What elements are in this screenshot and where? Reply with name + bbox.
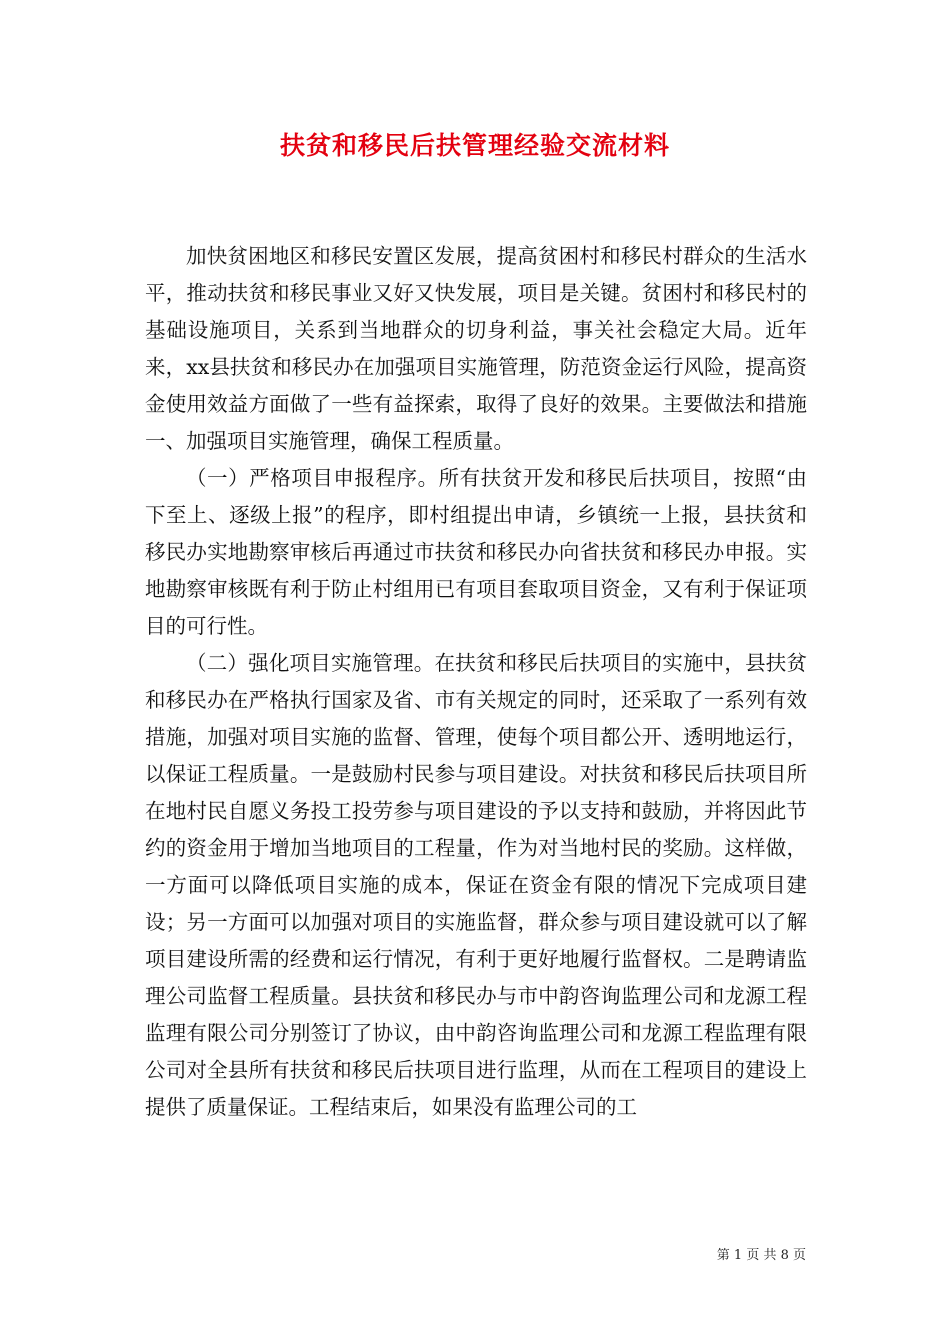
paragraph-intro: 加快贫困地区和移民安置区发展，提高贫困村和移民村群众的生活水平，推动扶贫和移民事业又好又快发展，项目是关键。贫困村和移民村的基础设施项目，关系到当地群众的切身利益，事关社会稳定大局。近年来，xx县扶贫和移民办在加强项目实施管理，防范资金运行风险，提高资金使用效益方面做了一些有益探索，取得了良好的效果。主要做法和措施一、加强项目实施管理，确保工程质量。: [145, 244, 807, 453]
paragraph-section-1: （一）严格项目申报程序。所有扶贫开发和移民后扶项目，按照“由下至上、逐级上报”的程序，即村组提出申请，乡镇统一上报，县扶贫和移民办实地勘察审核后再通过市扶贫和移民办向省扶贫和移民办申报。实地勘察审核既有利于防止村组用已有项目套取项目资金，又有利于保证项目的可行性。: [145, 466, 807, 638]
document-title: 扶贫和移民后扶管理经验交流材料: [279, 131, 670, 160]
page-number: 第 1 页 共 8 页: [716, 1248, 806, 1263]
document-body: [145, 238, 807, 1126]
paragraph-section-2: （二）强化项目实施管理。在扶贫和移民后扶项目的实施中，县扶贫和移民办在严格执行国家及省、市有关规定的同时，还采取了一系列有效措施，加强对项目实施的监督、管理，使每个项目都公开、透明地运行，以保证工程质量。一是鼓励村民参与项目建设。对扶贫和移民后扶项目所在地村民自愿义务投工投劳参与项目建设的予以支持和鼓励，并将因此节约的资金用于增加当地项目的工程量，作为对当地村民的奖励。这样做，一方面可以降低项目实施的成本，保证在资金有限的情况下完成项目建设；另一方面可以加强对项目的实施监督，群众参与项目建设就可以了解项目建设所需的经费和运行情况，有利于更好地履行监督权。二是聘请监理公司监督工程质量。县扶贫和移民办与市中韵咨询监理公司和龙源工程监理有限公司分别签订了协议，由中韵咨询监理公司和龙源工程监理有限公司对全县所有扶贫和移民后扶项目进行监理，从而在工程项目的建设上提供了质量保证。工程结束后，如果没有监理公司的工: [145, 651, 807, 1119]
